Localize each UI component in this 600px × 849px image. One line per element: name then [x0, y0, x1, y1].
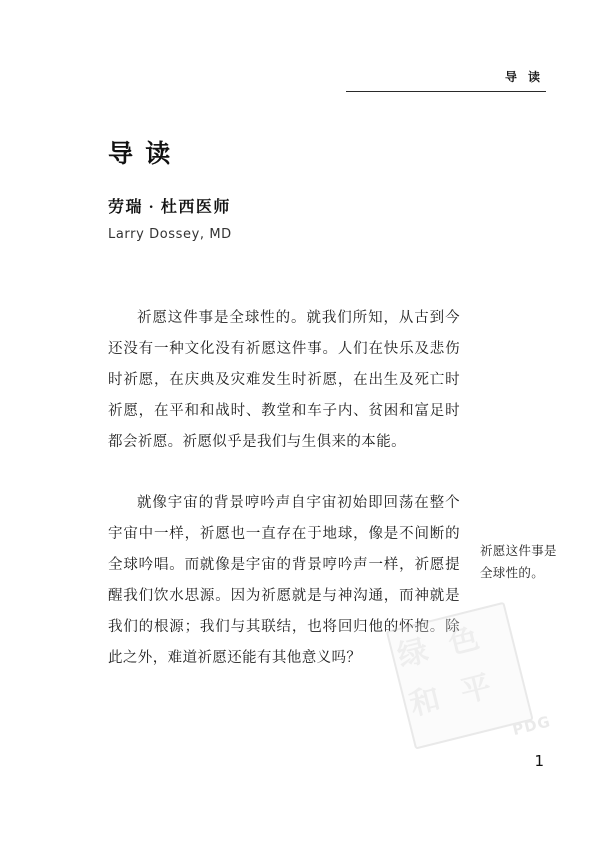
author-name-chinese: 劳瑞 · 杜西医师 — [108, 199, 231, 216]
paragraph: 就像宇宙的背景哼吟声自宇宙初始即回荡在整个宇宙中一样，祈愿也一直存在于地球，像是不间断的全球吟唱。而就像是宇宙的背景哼吟声一样，祈愿提醒我们饮水思源。因为祈愿就是与神沟通，而神就是我们的根源；我们与其联结，也将回归他的怀抱。除此之外，难道祈愿还能有其他意义吗？ — [108, 495, 460, 666]
page-number: 1 — [534, 752, 544, 770]
running-head-label: 导 读 — [504, 70, 544, 84]
title-block — [108, 140, 508, 244]
margin-note: 祈愿这件事是全球性的。 — [480, 544, 557, 580]
page-title: 导 读 — [108, 141, 174, 168]
running-head-divider — [346, 91, 546, 92]
watermark-label: PDG — [510, 712, 553, 740]
running-head — [346, 68, 546, 92]
author-name-english: Larry Dossey, MD — [108, 226, 232, 242]
paragraph: 祈愿这件事是全球性的。就我们所知，从古到今还没有一种文化没有祈愿这件事。人们在快乐及悲伤时祈愿，在庆典及灾难发生时祈愿，在出生及死亡时祈愿，在平和和战时、教堂和车子内、贫困和富足时都会祈愿。祈愿似乎是我们与生俱来的本能。 — [108, 310, 460, 450]
watermark-glyphs: 绿 色 和 平 — [394, 619, 501, 723]
body-text — [108, 303, 460, 704]
